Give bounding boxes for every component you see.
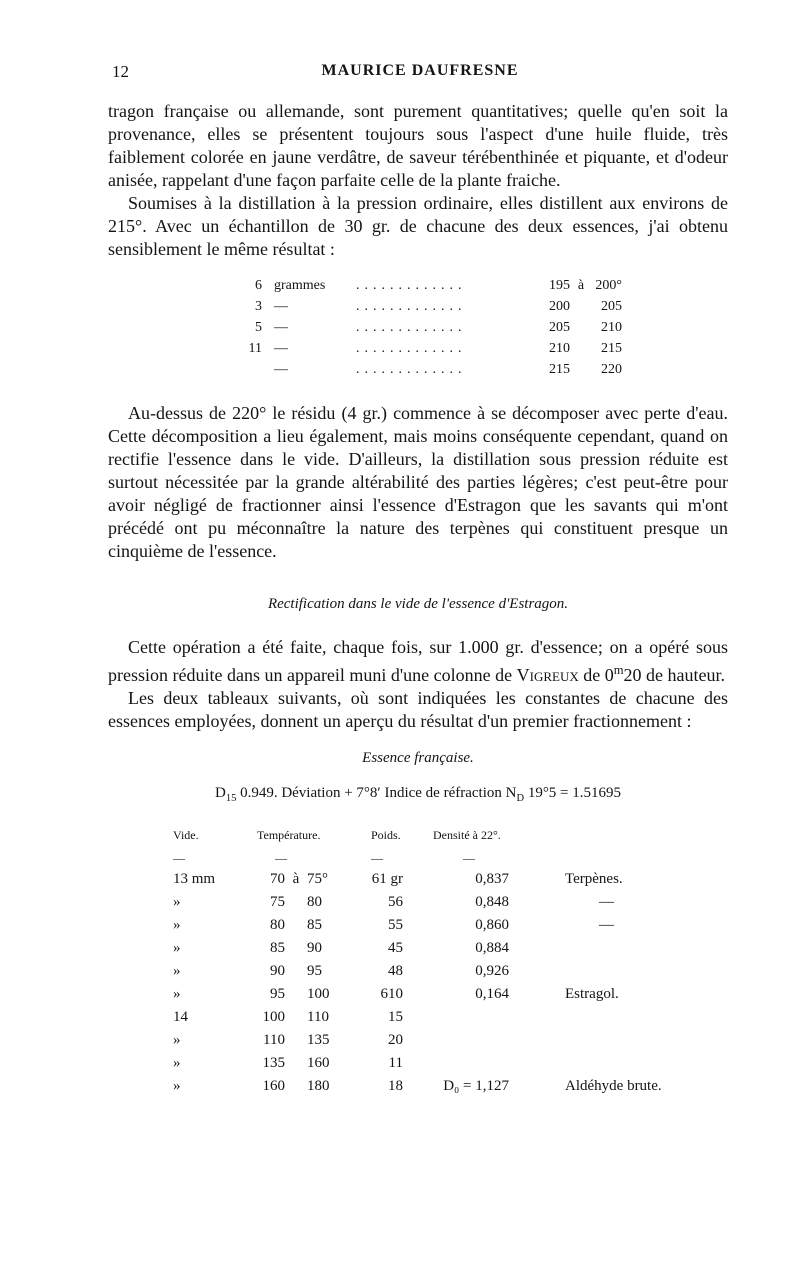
cell-temp-high: 75° (307, 871, 328, 887)
cell-vide: » (173, 986, 181, 1002)
header-poids: Poids. (371, 828, 401, 842)
header-densite: Densité à 22°. (433, 828, 501, 842)
cell-temp-low: 75 (270, 894, 285, 910)
page-body (108, 100, 728, 1098)
dist-leader-dots: ............. (356, 299, 467, 314)
cell-note: Terpènes. (565, 871, 623, 887)
cell-poids: 45 (388, 940, 403, 956)
density-subscript: 15 (225, 793, 237, 804)
dist-temp-high: 205 (601, 299, 622, 314)
dist-leader-dots: ............. (356, 362, 467, 377)
dist-quantity: 5 (255, 320, 262, 335)
dist-a-word: à (577, 278, 585, 293)
cell-densite: D₀ = 1,127 (443, 1078, 509, 1094)
table-row (173, 960, 705, 983)
table-row (173, 1006, 705, 1029)
cell-temp-high: 100 (307, 986, 330, 1002)
header-dash: — (371, 851, 383, 865)
dist-unit: — (274, 362, 288, 377)
cell-temp-high: 110 (307, 1009, 329, 1025)
cell-poids: 15 (388, 1009, 403, 1025)
running-head: MAURICE DAUFRESNE (321, 62, 519, 79)
cell-temp-low: 160 (262, 1078, 285, 1094)
cell-note: Estragol. (565, 986, 619, 1002)
paragraph-1: tragon française ou allemande, sont purement quantitatives; quelle qu'en soit la provenance, elles se présentent toujours sous l'aspect d'une huile fluide, très faiblement colorée en jaune verdâtre, de saveur térébenthinée et piquante, et d'odeur anisée, rappelant d'une façon parfaite celle de la plante fraiche. (108, 101, 728, 190)
header-dash: — (173, 851, 185, 865)
cell-note: — (599, 917, 614, 933)
paragraph-5: Les deux tableaux suivants, où sont indiquées les constantes de chacune des essences employées, donnent un aperçu du résultat d'un premier fractionnement : (108, 688, 728, 731)
cell-vide: » (173, 1032, 181, 1048)
table-row (173, 983, 705, 1006)
distillation-row (234, 317, 728, 338)
density-symbol: D (214, 785, 226, 801)
dist-leader-dots: ............. (356, 341, 467, 356)
dist-temp-low: 215 (549, 362, 570, 377)
cell-poids: 610 (380, 986, 403, 1002)
cell-temp-low: 80 (270, 917, 285, 933)
constants-text: 0.949. Déviation + 7°8′ Indice de réfraction N (236, 785, 517, 801)
cell-poids: 48 (388, 963, 403, 979)
table-row (173, 1052, 705, 1075)
distillation-row (234, 296, 728, 317)
table-row (173, 937, 705, 960)
cell-poids: 18 (388, 1078, 403, 1094)
cell-temp-low: 90 (270, 963, 285, 979)
cell-temp-low: 100 (262, 1009, 285, 1025)
dist-unit: — (274, 320, 288, 335)
cell-temp-high: 135 (307, 1032, 330, 1048)
dist-leader-dots: ............. (356, 320, 467, 335)
header-dash: — (463, 851, 475, 865)
meter-superscript: m (613, 663, 624, 677)
cell-vide: » (173, 1078, 181, 1094)
cell-note: — (599, 894, 614, 910)
vigreux-name: Vigreux (516, 665, 579, 685)
header-vide: Vide. (173, 828, 199, 842)
cell-temp-a: à (292, 871, 300, 887)
constants-line (108, 782, 728, 810)
dist-temp-low: 200 (549, 299, 570, 314)
dist-unit: — (274, 341, 288, 356)
distillation-row (234, 275, 728, 296)
table-row (173, 914, 705, 937)
dist-quantity: 3 (255, 299, 262, 314)
cell-poids: 61 gr (371, 871, 403, 887)
dist-temp-high: 210 (601, 320, 622, 335)
paragraph-3: Au-dessus de 220° le résidu (4 gr.) commence à se décomposer avec perte d'eau. Cette décomposition a lieu également, mais moins conséquente cependant, quand on rectifie l'essence dans le vide. D'ailleurs, la distillation sous pression réduite est surtout nécessitée par la grande altérabilité des parties légères; c'est peut-être pour avoir négligé de fractionner ainsi l'essence d'Estragon que les savants qui m'ont précédé ont pu méconnaître la nature des terpènes qui constituent presque un cinquième de l'essence. (108, 403, 728, 561)
table-row (173, 1029, 705, 1052)
paragraph-4 (108, 636, 728, 687)
dist-unit: — (274, 299, 288, 314)
dist-quantity: 11 (248, 341, 262, 356)
distillation-row (234, 338, 728, 359)
cell-vide: » (173, 963, 181, 979)
cell-temp-low: 85 (270, 940, 285, 956)
dist-temp-high: 220 (601, 362, 622, 377)
fractionation-table (173, 824, 705, 1098)
dist-unit: grammes (274, 278, 326, 293)
cell-densite: 0,860 (475, 917, 509, 933)
page-number: 12 (112, 62, 129, 81)
cell-densite: 0,926 (475, 963, 509, 979)
distillation-row (234, 359, 728, 380)
dist-temp-low: 210 (549, 341, 570, 356)
paragraph-4-text-a: Cette opération a été faite, chaque fois, sur 1.000 gr. d'essence; on a opéré sous pression réduite dans un appareil muni d'une colonne de (108, 637, 728, 685)
cell-poids: 56 (388, 894, 403, 910)
paragraph-4-text-c: 20 de hauteur. (623, 665, 726, 685)
cell-temp-low: 110 (263, 1032, 285, 1048)
dist-quantity (234, 359, 262, 380)
cell-note: Aldéhyde brute. (565, 1078, 662, 1094)
dist-a-word (570, 338, 592, 359)
cell-vide: » (173, 917, 181, 933)
header-temperature: Température. (257, 828, 321, 842)
cell-vide: 14 (173, 1009, 188, 1025)
dist-temp-high: 200° (595, 278, 622, 293)
page-header (112, 62, 728, 86)
header-dash: — (275, 851, 287, 865)
cell-temp-low: 70 (270, 871, 285, 887)
dist-quantity: 6 (255, 278, 262, 293)
table-row (173, 891, 705, 914)
cell-poids: 11 (388, 1055, 403, 1071)
refraction-subscript: D (516, 793, 525, 804)
cell-temp-high: 180 (307, 1078, 330, 1094)
constants-tail: 19°5 = 1.51695 (524, 785, 622, 801)
cell-temp-low: 95 (270, 986, 285, 1002)
cell-vide: » (173, 1055, 181, 1071)
cell-vide: 13 mm (173, 871, 216, 887)
cell-poids: 55 (388, 917, 403, 933)
table-row (173, 868, 705, 891)
cell-temp-high: 90 (307, 940, 322, 956)
table-row (173, 1075, 705, 1098)
cell-temp-high: 80 (307, 894, 322, 910)
dist-temp-high: 215 (601, 341, 622, 356)
cell-temp-high: 85 (307, 917, 322, 933)
dist-a-word (570, 317, 592, 338)
header-blank (565, 824, 705, 848)
cell-poids: 20 (388, 1032, 403, 1048)
cell-temp-high: 160 (307, 1055, 330, 1071)
cell-densite: 0,884 (475, 940, 509, 956)
cell-vide: » (173, 940, 181, 956)
distillation-table (234, 275, 728, 380)
table-caption: Essence française. (362, 750, 474, 766)
dist-temp-low: 205 (549, 320, 570, 335)
cell-densite: 0,164 (475, 986, 509, 1002)
section-title: Rectification dans le vide de l'essence d'Estragon. (267, 596, 569, 612)
cell-vide: » (173, 894, 181, 910)
dist-a-word (570, 296, 592, 317)
dist-temp-low: 195 (549, 278, 570, 293)
dist-leader-dots: ............. (356, 278, 467, 293)
paragraph-4-text-b: de 0 (578, 665, 614, 685)
dist-a-word (570, 359, 592, 380)
cell-densite: 0,837 (475, 871, 509, 887)
paragraph-2: Soumises à la distillation à la pression ordinaire, elles distillent aux environs de 215°. Avec un échantillon de 30 gr. de chacune des deux essences, j'ai obtenu sensiblement le même résultat : (108, 193, 728, 259)
cell-temp-high: 95 (307, 963, 322, 979)
cell-temp-low: 135 (262, 1055, 285, 1071)
cell-densite: 0,848 (475, 894, 509, 910)
